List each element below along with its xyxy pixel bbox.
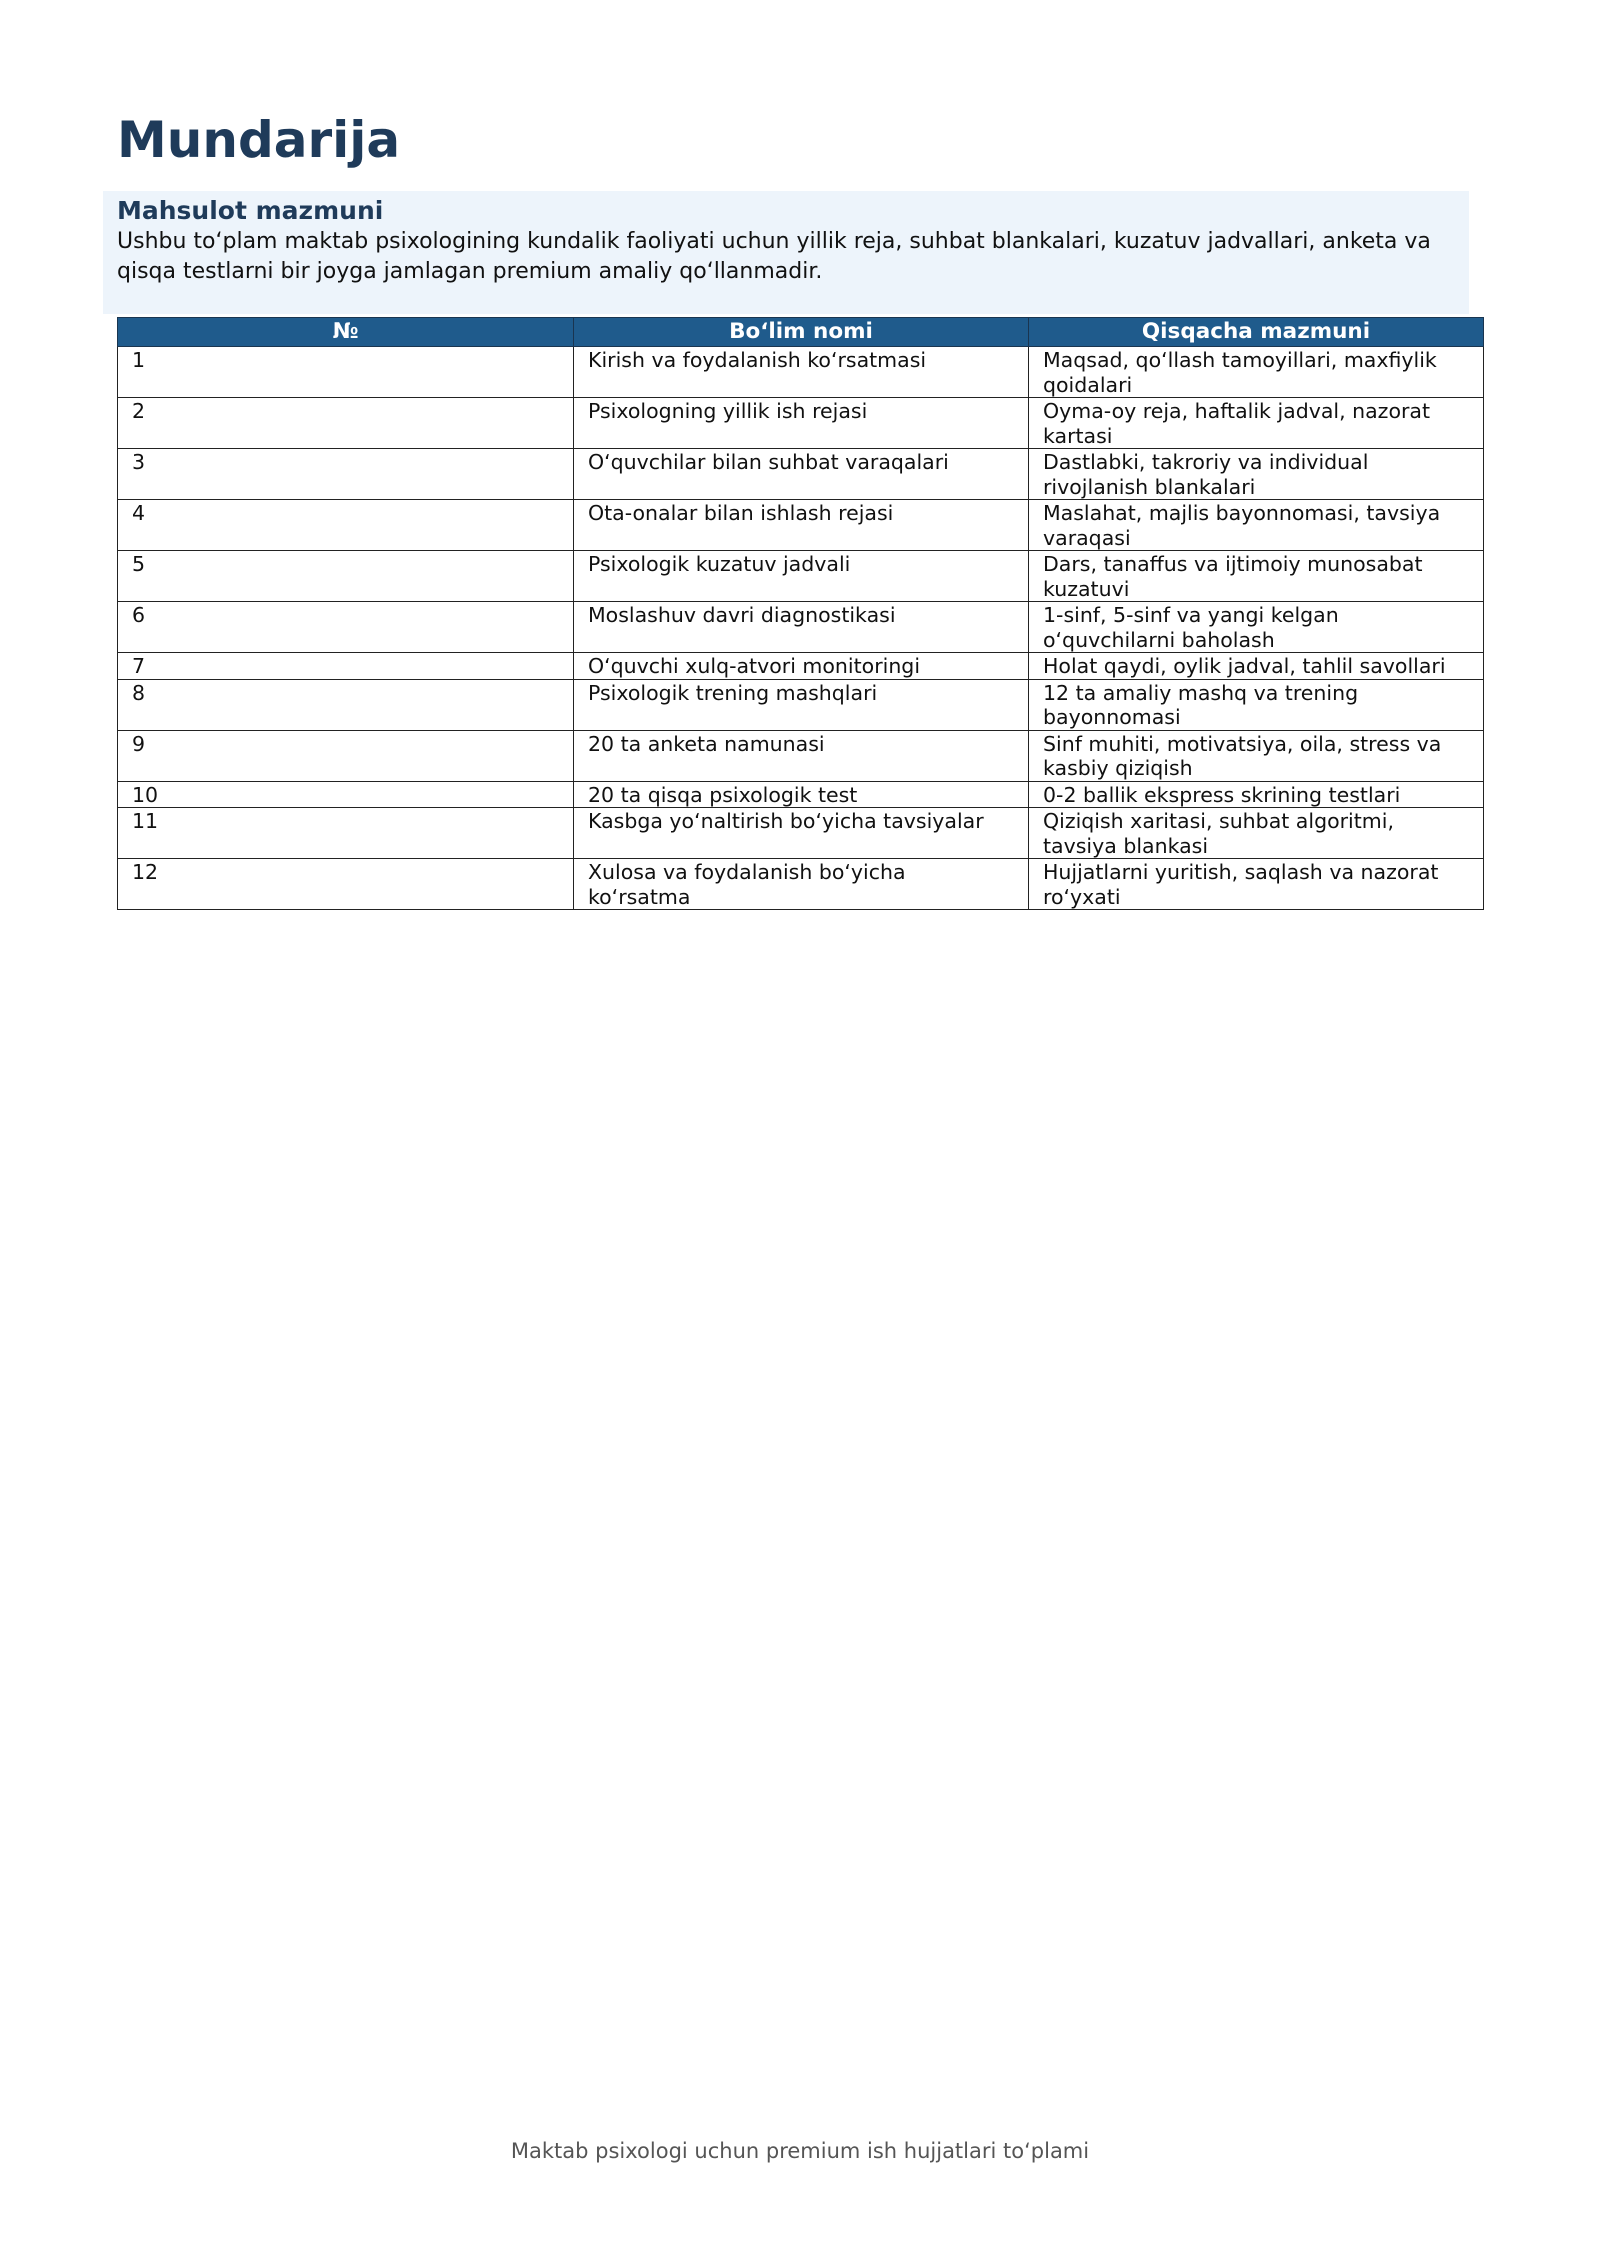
cell-summary: Qiziqish xaritasi, suhbat algoritmi, tavsiya blankasi: [1029, 808, 1484, 859]
cell-number: 10: [118, 781, 574, 808]
column-header-number: №: [118, 318, 574, 347]
table-row: [118, 808, 1484, 859]
table-row: [118, 398, 1484, 449]
cell-number: 12: [118, 859, 574, 910]
column-header-section-name: Bo‘lim nomi: [574, 318, 1029, 347]
table-row: [118, 679, 1484, 730]
cell-section-name: Kasbga yo‘naltirish bo‘yicha tavsiyalar: [574, 808, 1029, 859]
cell-section-name: O‘quvchilar bilan suhbat varaqalari: [574, 449, 1029, 500]
table-row: [118, 449, 1484, 500]
cell-summary: Holat qaydi, oylik jadval, tahlil savollari: [1029, 653, 1484, 680]
cell-section-name: 20 ta anketa namunasi: [574, 730, 1029, 781]
table-row: [118, 500, 1484, 551]
cell-summary: Dastlabki, takroriy va individual rivojlanish blankalari: [1029, 449, 1484, 500]
cell-number: 6: [118, 602, 574, 653]
cell-section-name: Psixologning yillik ish rejasi: [574, 398, 1029, 449]
cell-section-name: Moslashuv davri diagnostikasi: [574, 602, 1029, 653]
cell-section-name: Kirish va foydalanish ko‘rsatmasi: [574, 347, 1029, 398]
cell-number: 8: [118, 679, 574, 730]
contents-table: [117, 317, 1484, 910]
table-row: [118, 551, 1484, 602]
table-row: [118, 347, 1484, 398]
cell-number: 7: [118, 653, 574, 680]
cell-number: 1: [118, 347, 574, 398]
table-row: [118, 859, 1484, 910]
cell-section-name: Xulosa va foydalanish bo‘yicha ko‘rsatma: [574, 859, 1029, 910]
cell-number: 9: [118, 730, 574, 781]
cell-number: 4: [118, 500, 574, 551]
cell-section-name: Ota-onalar bilan ishlash rejasi: [574, 500, 1029, 551]
summary-text: Ushbu to‘plam maktab psixologining kundalik faoliyati uchun yillik reja, suhbat blankalari, kuzatuv jadvallari, anketa va qisqa testlarni bir joyga jamlagan premium amaliy qo‘llanmadir.: [117, 229, 1431, 284]
cell-number: 3: [118, 449, 574, 500]
cell-number: 2: [118, 398, 574, 449]
table-header-row: [118, 318, 1484, 347]
cell-summary: Maqsad, qo‘llash tamoyillari, maxfiylik qoidalari: [1029, 347, 1484, 398]
cell-summary: 0-2 ballik ekspress skrining testlari: [1029, 781, 1484, 808]
page-title: Mundarija: [117, 111, 401, 169]
table-row: [118, 781, 1484, 808]
table-body: [118, 347, 1484, 910]
cell-section-name: Psixologik trening mashqlari: [574, 679, 1029, 730]
cell-number: 5: [118, 551, 574, 602]
cell-summary: 1-sinf, 5-sinf va yangi kelgan o‘quvchilarni baholash: [1029, 602, 1484, 653]
table-row: [118, 602, 1484, 653]
cell-summary: Maslahat, majlis bayonnomasi, tavsiya varaqasi: [1029, 500, 1484, 551]
cell-summary: Sinf muhiti, motivatsiya, oila, stress va kasbiy qiziqish: [1029, 730, 1484, 781]
cell-summary: 12 ta amaliy mashq va trening bayonnomasi: [1029, 679, 1484, 730]
column-header-summary: Qisqacha mazmuni: [1029, 318, 1484, 347]
cell-section-name: O‘quvchi xulq-atvori monitoringi: [574, 653, 1029, 680]
cell-section-name: Psixologik kuzatuv jadvali: [574, 551, 1029, 602]
table-row: [118, 653, 1484, 680]
cell-summary: Dars, tanaffus va ijtimoiy munosabat kuzatuvi: [1029, 551, 1484, 602]
cell-summary: Oyma-oy reja, haftalik jadval, nazorat kartasi: [1029, 398, 1484, 449]
summary-box: [103, 191, 1469, 314]
summary-heading: Mahsulot mazmuni: [117, 196, 384, 225]
cell-section-name: 20 ta qisqa psixologik test: [574, 781, 1029, 808]
cell-number: 11: [118, 808, 574, 859]
page-footer: Maktab psixologi uchun premium ish hujjatlari to‘plami: [510, 2139, 1090, 2163]
table-row: [118, 730, 1484, 781]
cell-summary: Hujjatlarni yuritish, saqlash va nazorat ro‘yxati: [1029, 859, 1484, 910]
